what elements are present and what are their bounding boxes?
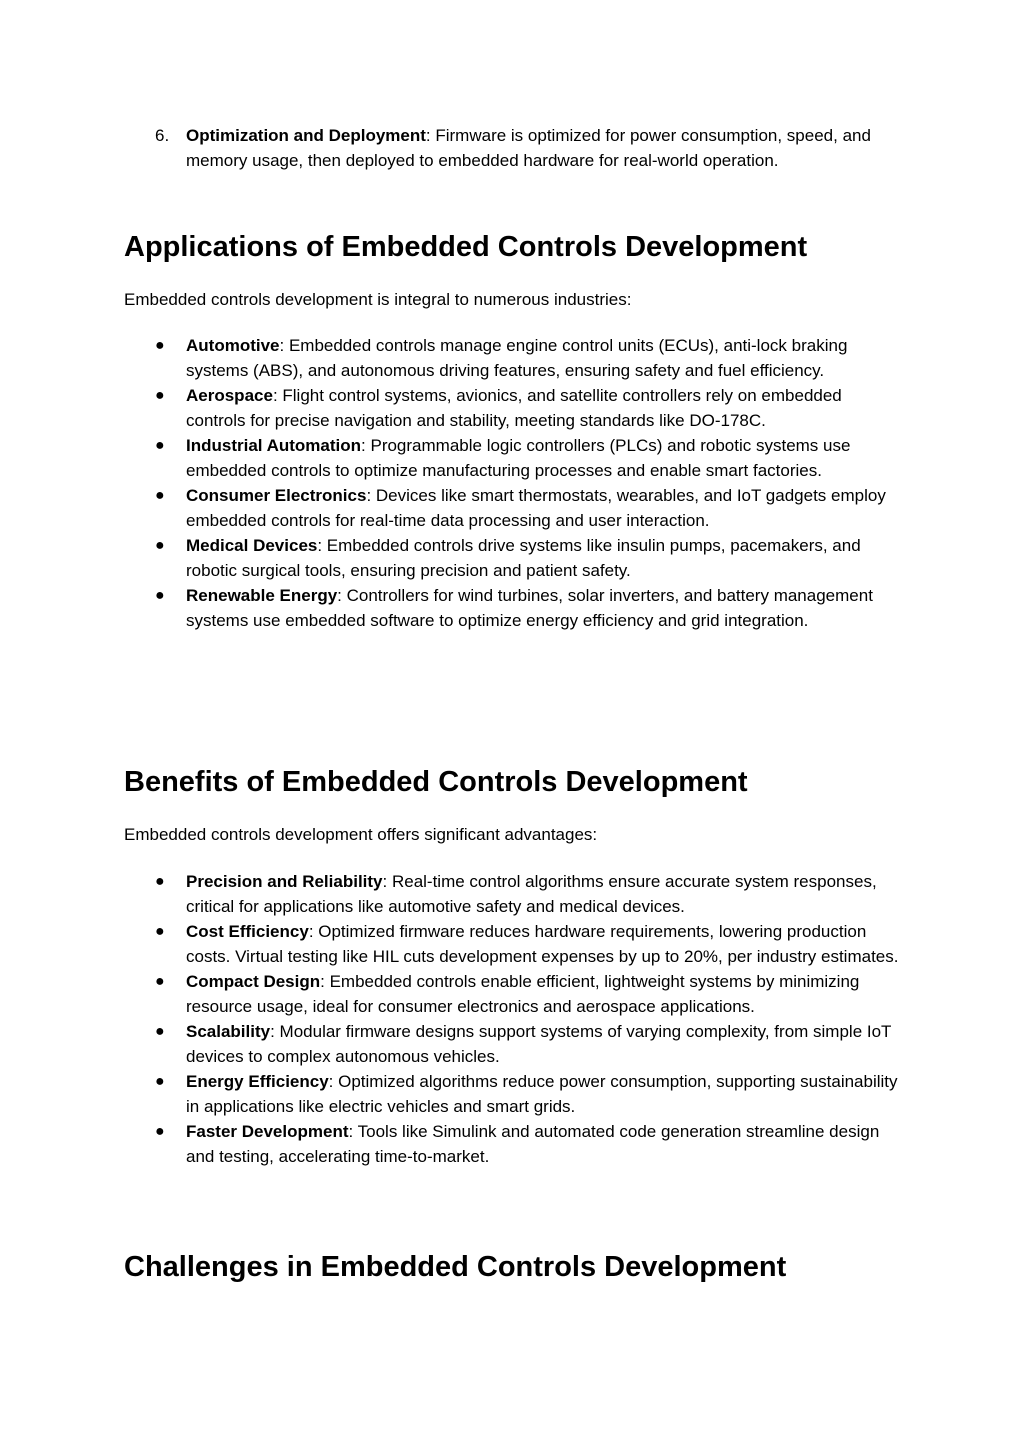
section-heading: Benefits of Embedded Controls Development	[124, 766, 748, 798]
list-item	[124, 1019, 904, 1069]
item-title: Scalability	[186, 1022, 271, 1041]
list-item	[124, 333, 904, 383]
list-item	[124, 383, 904, 433]
item-text: : Tools like Simulink and automated code generation streamline design and testing, accelerating time-to-market.	[186, 1122, 880, 1166]
list-item	[124, 869, 904, 919]
bullet-icon: ●	[155, 1123, 165, 1140]
item-title: Energy Efficiency	[186, 1072, 329, 1091]
item-text: : Embedded controls enable efficient, lightweight systems by minimizing resource usage, ideal for consumer electronics and aerospace applications.	[186, 972, 860, 1016]
list-item	[124, 1069, 904, 1119]
bullet-icon: ●	[155, 873, 165, 890]
item-text: : Modular firmware designs support systems of varying complexity, from simple IoT devices to complex autonomous vehicles.	[186, 1022, 892, 1066]
bullet-icon: ●	[155, 437, 165, 454]
item-text: : Flight control systems, avionics, and satellite controllers rely on embedded controls for precise navigation and stability, meeting standards like DO-178C.	[186, 386, 842, 430]
item-title: Industrial Automation	[186, 436, 362, 455]
list-item	[124, 969, 904, 1019]
bullet-icon: ●	[155, 537, 165, 554]
item-text: : Optimized firmware reduces hardware requirements, lowering production costs. Virtual testing like HIL cuts development expenses by up to 20%, per industry estimates.	[186, 922, 899, 966]
list-item	[124, 123, 904, 173]
item-text: : Devices like smart thermostats, wearables, and IoT gadgets employ embedded controls for real-time data processing and user interaction.	[186, 486, 886, 530]
item-title: Consumer Electronics	[186, 486, 367, 505]
list-number: 6.	[155, 126, 170, 145]
bullet-icon: ●	[155, 487, 165, 504]
list-item	[124, 533, 904, 583]
numbered-list	[124, 123, 904, 173]
item-title: Compact Design	[186, 972, 321, 991]
item-text: : Firmware is optimized for power consumption, speed, and memory usage, then deployed to embedded hardware for real-world operation.	[186, 126, 871, 170]
list-item	[124, 483, 904, 533]
item-title: Optimization and Deployment	[186, 126, 426, 145]
bullet-icon: ●	[155, 337, 165, 354]
item-text: : Controllers for wind turbines, solar inverters, and battery management systems use embedded software to optimize energy efficiency and grid integration.	[186, 586, 873, 630]
list-item	[124, 1119, 904, 1169]
bullet-icon: ●	[155, 1023, 165, 1040]
bullet-icon: ●	[155, 587, 165, 604]
section-intro: Embedded controls development is integral to numerous industries:	[124, 290, 632, 309]
bullet-list	[124, 333, 904, 633]
item-text: : Embedded controls drive systems like insulin pumps, pacemakers, and robotic surgical tools, ensuring precision and patient safety.	[186, 536, 861, 580]
item-text: : Optimized algorithms reduce power consumption, supporting sustainability in applications like electric vehicles and smart grids.	[186, 1072, 898, 1116]
section-intro: Embedded controls development offers significant advantages:	[124, 825, 598, 844]
item-text: : Real-time control algorithms ensure accurate system responses, critical for applications like automotive safety and medical devices.	[186, 872, 877, 916]
item-title: Cost Efficiency	[186, 922, 309, 941]
bullet-icon: ●	[155, 1073, 165, 1090]
bullet-icon: ●	[155, 387, 165, 404]
list-item	[124, 919, 904, 969]
item-title: Aerospace	[186, 386, 273, 405]
item-text: : Embedded controls manage engine control units (ECUs), anti-lock braking systems (ABS), and autonomous driving features, ensuring safety and fuel efficiency.	[186, 336, 848, 380]
item-text: : Programmable logic controllers (PLCs) and robotic systems use embedded controls to optimize manufacturing processes and enable smart factories.	[186, 436, 851, 480]
item-title: Faster Development	[186, 1122, 349, 1141]
list-item	[124, 433, 904, 483]
item-title: Precision and Reliability	[186, 872, 383, 891]
bullet-icon: ●	[155, 973, 165, 990]
bullet-list	[124, 869, 904, 1169]
list-item	[124, 583, 904, 633]
item-title: Automotive	[186, 336, 280, 355]
bullet-icon: ●	[155, 923, 165, 940]
section-heading: Applications of Embedded Controls Development	[124, 231, 808, 263]
section-heading: Challenges in Embedded Controls Development	[124, 1251, 787, 1283]
item-title: Medical Devices	[186, 536, 318, 555]
item-title: Renewable Energy	[186, 586, 338, 605]
